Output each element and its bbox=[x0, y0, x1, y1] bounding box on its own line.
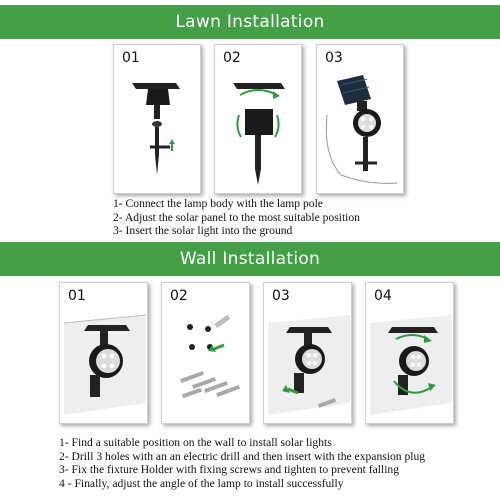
wall-step-2: 2- Drill 3 holes with an an electric drill and then insert with the expansion plug bbox=[59, 449, 426, 463]
wall-step-3: 3- Fix the fixture Holder with fixing screws and tighten to prevent falling bbox=[59, 463, 400, 476]
wall-installation-title: Wall Installation bbox=[179, 249, 321, 269]
lawn-installation-banner bbox=[0, 5, 500, 39]
wall-step-4: 4 - Finally, adjust the angle of the lamp to install successfully bbox=[59, 476, 344, 490]
wall-step-1: 1- Find a suitable position on the wall to install solar lights bbox=[59, 436, 332, 449]
wall-steps bbox=[59, 436, 425, 490]
adjust-angle-illustration bbox=[366, 283, 453, 423]
panel-number: 01 bbox=[122, 50, 140, 66]
wall-panel-4 bbox=[365, 282, 454, 424]
panel-number: 02 bbox=[223, 50, 241, 66]
lawn-step-1: 1- Connect the lamp body with the lamp pole bbox=[113, 197, 323, 210]
panel-number: 02 bbox=[170, 288, 188, 304]
lawn-step-2: 2- Adjust the solar panel to the most suitable position bbox=[113, 210, 360, 224]
find-position-illustration bbox=[60, 283, 147, 423]
insert-ground-illustration bbox=[317, 45, 403, 193]
lawn-steps bbox=[113, 197, 360, 238]
lawn-step-3: 3- Insert the solar light into the ground bbox=[113, 224, 293, 237]
drill-holes-illustration bbox=[162, 283, 249, 423]
lawn-panel-2 bbox=[214, 44, 302, 194]
adjust-panel-illustration bbox=[215, 45, 301, 193]
wall-installation-banner bbox=[0, 242, 500, 276]
panel-number: 03 bbox=[272, 288, 290, 304]
lawn-panel-3 bbox=[316, 44, 404, 194]
panel-number: 03 bbox=[325, 50, 343, 66]
wall-panel-1 bbox=[59, 282, 148, 424]
lawn-installation-title: Lawn Installation bbox=[175, 12, 325, 32]
wall-panel-2 bbox=[161, 282, 250, 424]
lawn-panel-1 bbox=[113, 44, 201, 194]
panel-number: 04 bbox=[374, 288, 392, 304]
lamp-pole-attach-illustration bbox=[114, 45, 200, 193]
wall-panel-3 bbox=[263, 282, 352, 424]
fix-holder-illustration bbox=[264, 283, 351, 423]
panel-number: 01 bbox=[68, 288, 86, 304]
